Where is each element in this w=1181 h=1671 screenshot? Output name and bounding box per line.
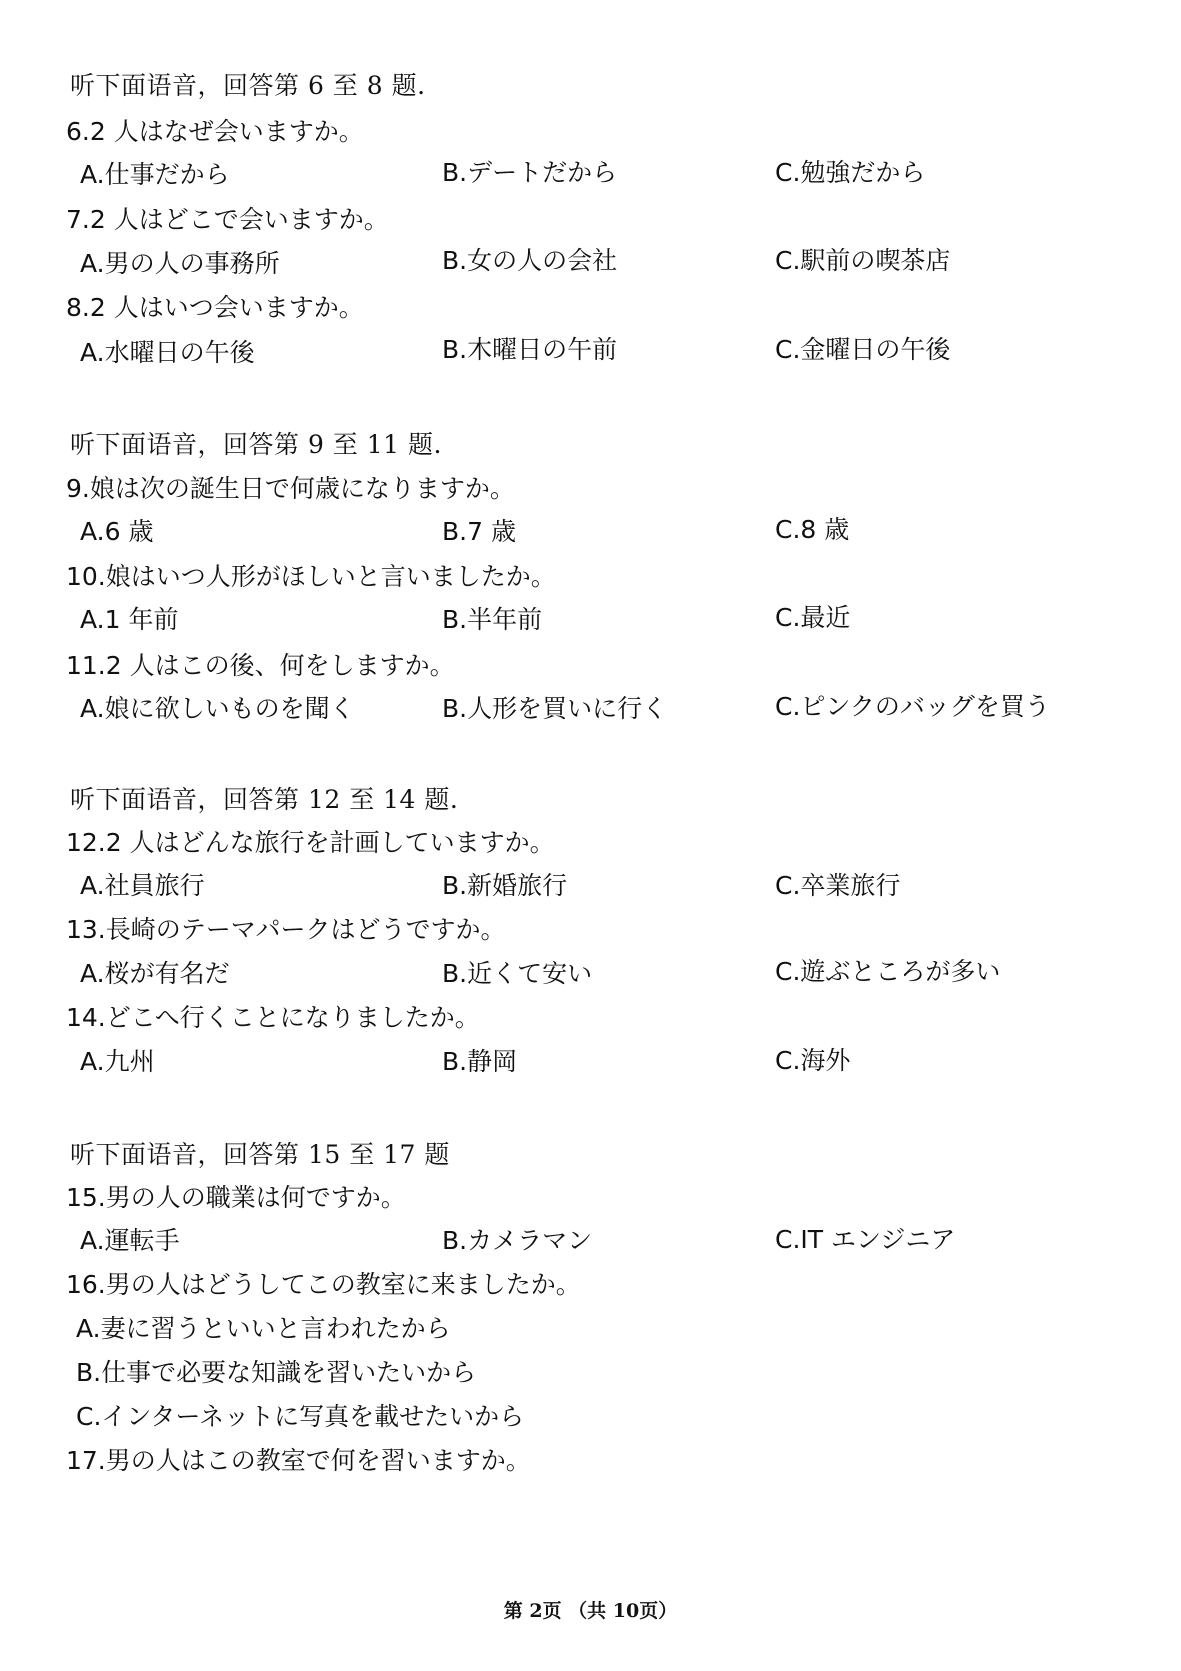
section-heading: 听下面语音，回答第 15 至 17 题 [70, 1140, 450, 1169]
option-14b: B.静岡 [442, 1047, 518, 1076]
option-8b: B.木曜日の午前 [442, 335, 618, 364]
question-8: 8.2 人はいつ会いますか。 [66, 293, 364, 322]
question-13: 13.長崎のテーマパークはどうですか。 [66, 915, 506, 944]
option-14a: A.九州 [80, 1047, 155, 1076]
option-13b: B.近くて安い [442, 959, 593, 988]
question-14: 14.どこへ行くことになりましたか。 [66, 1003, 480, 1032]
section-heading: 听下面语音，回答第 12 至 14 题. [70, 785, 459, 814]
option-9a: A.6 歳 [80, 517, 154, 546]
option-11c: C.ピンクのバッグを買う [775, 692, 1050, 721]
question-15: 15.男の人の職業は何ですか。 [66, 1183, 406, 1212]
option-7b: B.女の人の会社 [442, 246, 618, 275]
option-16c: C.インターネットに写真を載せたいから [76, 1402, 525, 1431]
option-16b: B.仕事で必要な知識を習いたいから [76, 1358, 477, 1387]
question-7: 7.2 人はどこで会いますか。 [66, 205, 389, 234]
option-12c: C.卒業旅行 [775, 871, 901, 900]
option-15a: A.運転手 [80, 1226, 180, 1255]
option-10a: A.1 年前 [80, 605, 179, 634]
section-heading: 听下面语音，回答第 6 至 8 题. [70, 71, 426, 100]
option-9b: B.7 歳 [442, 517, 516, 546]
option-15c: C.IT エンジニア [775, 1225, 956, 1254]
option-6b: B.デートだから [442, 158, 618, 187]
option-7c: C.駅前の喫茶店 [775, 246, 951, 275]
question-11: 11.2 人はこの後、何をしますか。 [66, 651, 455, 680]
option-14c: C.海外 [775, 1046, 851, 1075]
option-10b: B.半年前 [442, 605, 543, 634]
option-12a: A.社員旅行 [80, 871, 205, 900]
option-12b: B.新婚旅行 [442, 871, 568, 900]
question-9: 9.娘は次の誕生日で何歳になりますか。 [66, 474, 515, 503]
option-10c: C.最近 [775, 603, 851, 632]
question-6: 6.2 人はなぜ会いますか。 [66, 117, 364, 146]
option-13c: C.遊ぶところが多い [775, 957, 1001, 986]
section-heading: 听下面语音，回答第 9 至 11 题. [70, 430, 442, 459]
option-8c: C.金曜日の午後 [775, 335, 951, 364]
option-6c: C.勉強だから [775, 158, 926, 187]
option-8a: A.水曜日の午後 [80, 338, 255, 367]
option-11a: A.娘に欲しいものを聞く [80, 694, 355, 723]
page-footer: 第 2页 （共 10页） [503, 1600, 678, 1622]
option-13a: A.桜が有名だ [80, 959, 230, 988]
question-17: 17.男の人はこの教室で何を習いますか。 [66, 1446, 531, 1475]
option-9c: C.8 歳 [775, 515, 850, 544]
question-12: 12.2 人はどんな旅行を計画していますか。 [66, 828, 555, 857]
option-6a: A.仕事だから [80, 160, 230, 189]
option-7a: A.男の人の事務所 [80, 249, 280, 278]
option-15b: B.カメラマン [442, 1226, 593, 1255]
option-16a: A.妻に習うといいと言われたから [76, 1314, 451, 1343]
option-11b: B.人形を買いに行く [442, 694, 668, 723]
question-16: 16.男の人はどうしてこの教室に来ましたか。 [66, 1270, 581, 1299]
question-10: 10.娘はいつ人形がほしいと言いましたか。 [66, 562, 556, 591]
